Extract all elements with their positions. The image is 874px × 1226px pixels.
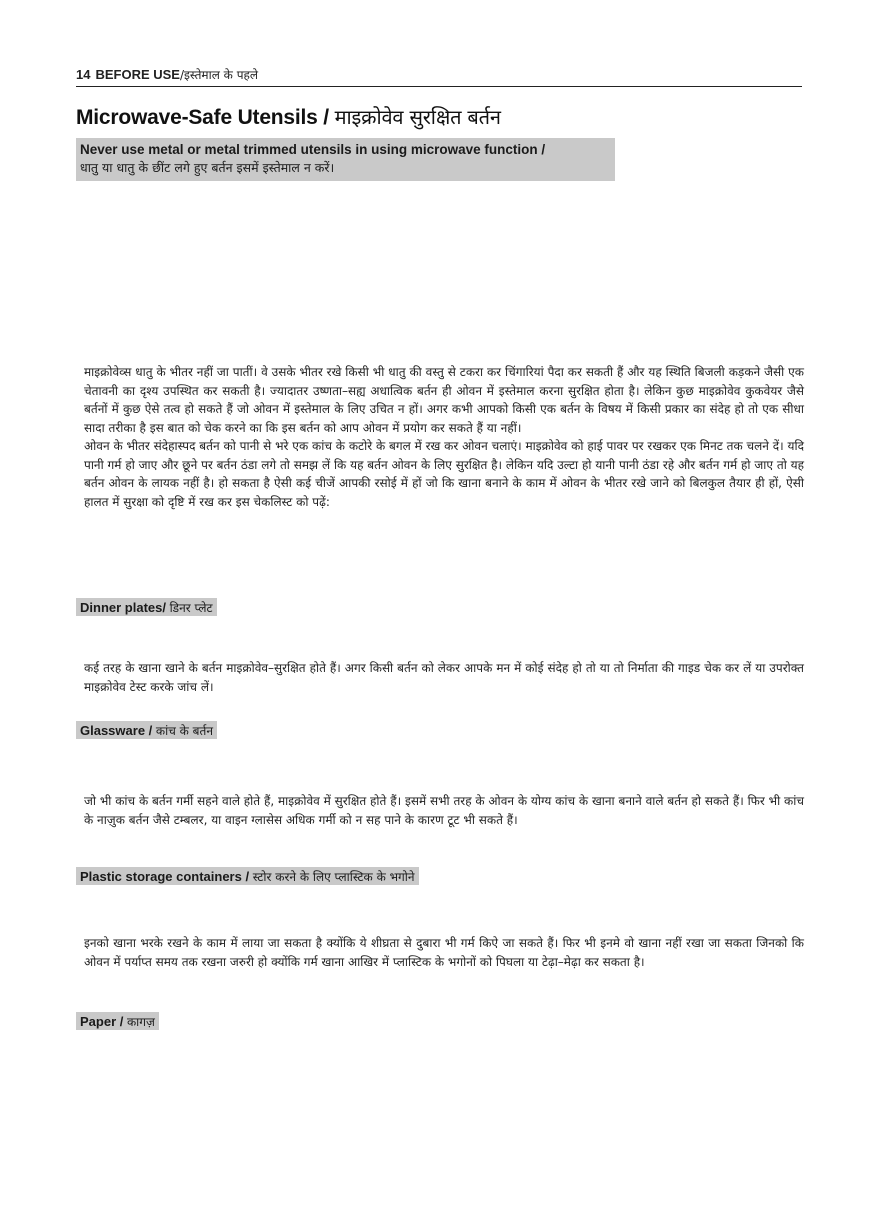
plastic-paragraph: इनको खाना भरके रखने के काम में लाया जा सकता है क्योंकि ये शीघ्रता से दुबारा भी गर्म किऐ जा सकते हैं। फिर भी इनमे वो खाना नहीं रखा जा सकता जिनको कि ओवन में पर्याप्त समय तक रखना जरुरी हो क्योंकि गर्म खाना आखिर में प्लास्टिक के भगोनों को पिघला या टेढ़ा–मेढ़ा कर सकता है।	[84, 936, 804, 969]
section-label-plastic	[76, 867, 419, 885]
title-en: Microwave-Safe Utensils /	[76, 106, 335, 129]
section-label-paper	[76, 1012, 159, 1030]
metal-warning-box	[76, 138, 615, 181]
section-label-dinner-plates	[76, 598, 217, 616]
paper-label-hi: कागज़	[126, 1015, 155, 1029]
warning-line-en: Never use metal or metal trimmed utensils in using microwave function /	[80, 142, 546, 157]
header-section-hi: /इस्तेमाल के पहले	[179, 68, 259, 82]
warning-line-hi: धातु या धातु के छींट लगे हुए बर्तन इसमें इस्तेमाल न करें।	[80, 160, 335, 175]
plastic-label-en: Plastic storage containers /	[80, 869, 253, 884]
glassware-label-hi: कांच के बर्तन	[155, 724, 214, 738]
page-header	[76, 66, 802, 87]
page-number: 14	[76, 67, 91, 82]
dinner-plates-label-hi: डिनर प्लेट	[169, 601, 213, 615]
plastic-label-hi: स्टोर करने के लिए प्लास्टिक के भगोने	[252, 870, 415, 884]
dinner-plates-label-en: Dinner plates/	[80, 600, 170, 615]
dinner-plates-paragraph: कई तरह के खाना खाने के बर्तन माइक्रोवेव–सुरक्षित होते हैं। अगर किसी बर्तन को लेकर आपके मन में कोई संदेह हो तो या तो निर्माता की गाइड चेक कर लें या उपरोक्त माइक्रोवेव टेस्ट करके जांच लें।	[84, 661, 804, 694]
glassware-paragraph: जो भी कांच के बर्तन गर्मी सहने वाले होते हैं, माइक्रोवेव में सुरक्षित होते हैं। इसमें सभी तरह के ओवन के योग्य कांच के खाना बनाने वाले बर्तन हो सकते हैं। फिर भी कांच के नाज़ुक बर्तन जैसे टम्बलर, या वाइन ग्लासेस अधिक गर्मी को न सह पाने के कारण टूट भी सकते हैं।	[84, 794, 804, 827]
glassware-label-en: Glassware /	[80, 723, 156, 738]
intro-paragraph-1: माइक्रोवेव्स धातु के भीतर नहीं जा पातीं। वे उसके भीतर रखे किसी भी धातु की वस्तु से टकरा कर चिंगारियां पैदा कर सकती हैं और यह स्थिति बिजली कड़कने जैसी एक चेतावनी का दृश्य उपस्थित कर सकती है। ज्यादातर उष्णता–सह्य अधात्विक बर्तन ही ओवन में इस्तेमाल करना सुरक्षित होता है। लेकिन कुछ माइक्रोवेव कुकवेयर जैसे बर्तनों में कुछ ऐसे तत्व हो सकते हैं जो ओवन में इस्तेमाल के लिए उचित न हों। अगर कभी आपको किसी एक बर्तन के विषय में किसी प्रकार का संदेह हो तो एक सीधा सादा तरीका है इस बात को चेक करने का कि इस बर्तन को आप ओवन में प्रयोग कर सकते हैं या नहीं।	[84, 365, 804, 435]
glassware-text	[84, 792, 804, 829]
title-hi: माइक्रोवेव सुरक्षित बर्तन	[334, 105, 501, 129]
page-title	[76, 103, 501, 130]
paper-label-en: Paper /	[80, 1014, 127, 1029]
header-section-en: BEFORE USE	[95, 67, 180, 82]
intro-paragraph-2: ओवन के भीतर संदेहास्पद बर्तन को पानी से भरे एक कांच के कटोरे के बगल में रख कर ओवन चलाएं। माइक्रोवेव को हाई पावर पर रखकर एक मिनट तक चलने दें। यदि पानी गर्म हो जाए और छूने पर बर्तन ठंडा लगे तो समझ लें कि यह बर्तन ओवन के लिए सुरक्षित है। लेकिन यदि उल्टा हो यानी पानी ठंडा रहे और बर्तन गर्म हो जाए तो यह बर्तन ओवन के लायक नहीं है। हो सकता है ऐसी कई चीजें आपकी रसोई में हों जो कि खाना बनाने के काम में ओवन के भीतर रखे जाने को बिलकुल तैयार ही हों, ऐसी हालत में सुरक्षा को दृष्टि में रख कर इस चेकलिस्ट को पढ़ें:	[84, 439, 804, 509]
section-label-glassware	[76, 721, 217, 739]
plastic-text	[84, 934, 804, 971]
intro-text	[84, 363, 804, 511]
dinner-plates-text	[84, 659, 804, 696]
